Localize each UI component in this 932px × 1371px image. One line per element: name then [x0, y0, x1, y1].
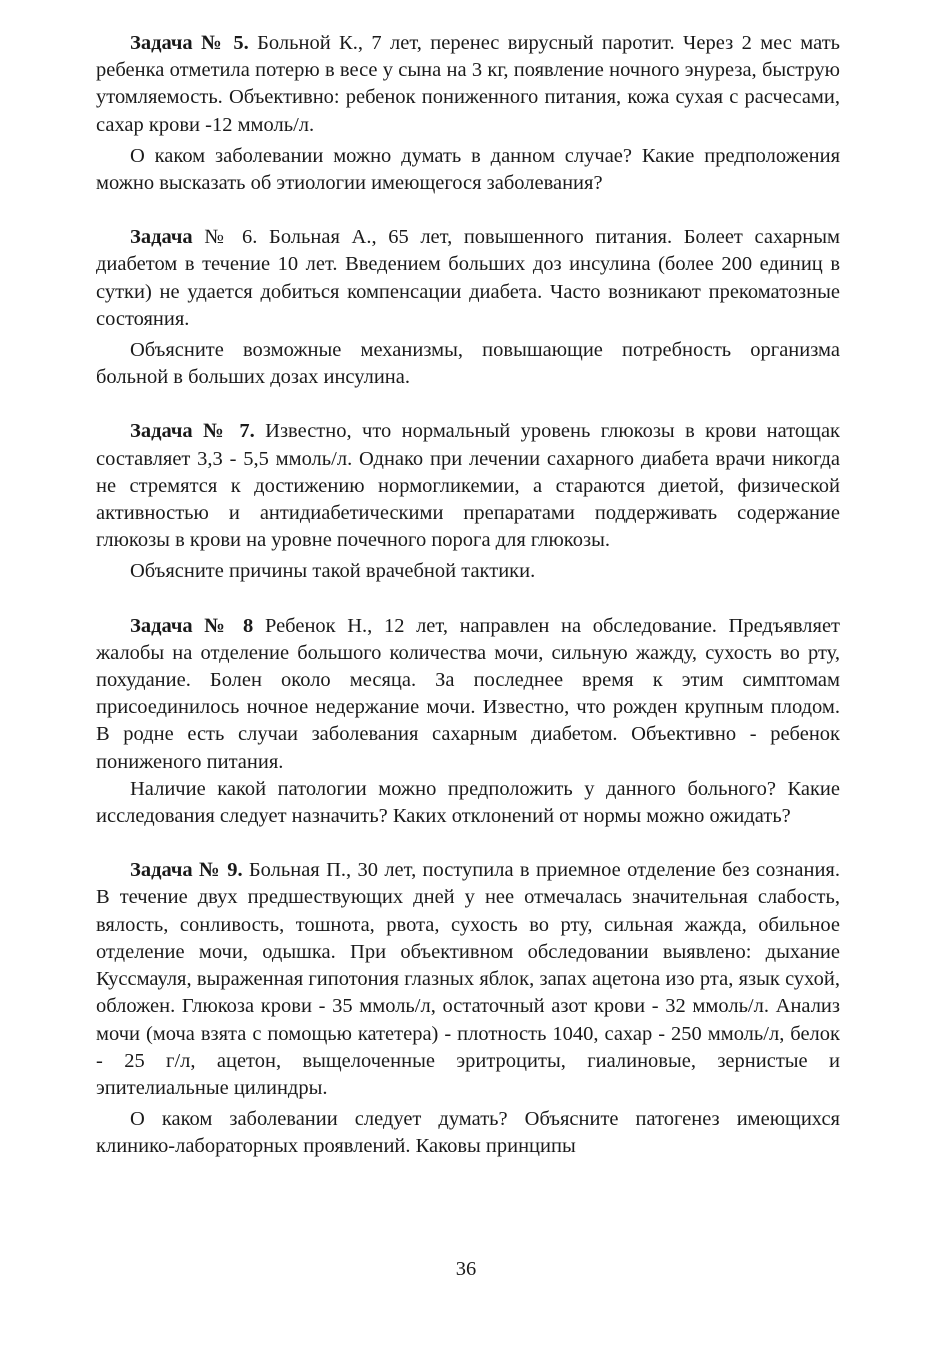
task-7-condition	[96, 418, 840, 554]
task-8-condition	[96, 613, 840, 776]
document-page	[96, 30, 840, 1161]
task-8	[96, 613, 840, 831]
task-6-question: Объясните возможные механизмы, повышающие потребность организма больной в больших дозах инсулина.	[96, 339, 840, 389]
task-7-title: Задача № 7.	[130, 420, 255, 443]
spacer	[96, 586, 840, 613]
task-8-title: Задача № 8	[130, 614, 254, 637]
task-9	[96, 857, 840, 1160]
task-9-condition-text: Больная П., 30 лет, поступила в приемное отделение без сознания. В течение двух предшествующих дней у нее отмечалась значительная слабость, вялость, сонливость, тошнота, рвота, сухость во рту, сильная жажда, обильное отделение мочи, одышка. При объективном обследовании выявлено: дыхание Куссмауля, выраженная гипотония глазных яблок, запах ацетона изо рта, язык сухой, обложен. Глюкоза крови - 35 ммоль/л, остаточный азот крови - 32 ммоль/л. Анализ мочи (моча взята с помощью катетера) - плотность 1040, сахар - 250 ммоль/л, белок - 25 г/л, ацетон, выщелоченные эритроциты, гиалиновые, зернистые и эпителиальные цилиндры.	[96, 859, 840, 1099]
task-5-title: Задача № 5.	[130, 32, 249, 54]
task-7	[96, 418, 840, 585]
task-6-condition-text: Больная А., 65 лет, повышенного питания. Болеет сахарным диабетом в течение 10 лет. Введением больших доз инсулина (более 200 единиц в сутки) не удается добиться компенсации диабета. Часто возникают прекоматозные состояния.	[96, 226, 841, 330]
task-5	[96, 30, 840, 197]
task-9-question: О каком заболевании следует думать? Объясните патогенез имеющихся клинико-лабораторных проявлений. Каковы принципы	[96, 1108, 840, 1158]
task-5-question: О каком заболевании можно думать в данном случае? Какие предположения можно высказать об этиологии имеющегося заболевания?	[96, 144, 840, 195]
task-7-question: Объясните причины такой врачебной тактики.	[130, 560, 536, 583]
task-6-condition	[96, 224, 840, 333]
task-5-condition	[96, 30, 840, 139]
spacer	[96, 830, 840, 857]
task-7-condition-text: Известно, что нормальный уровень глюкозы в крови натощак составляет 3,3 - 5,5 ммоль/л. Однако при лечении сахарного диабета врачи никогда не стремятся к достижению нормогликемии, а стараются диетой, физической активностью и антидиабетическими препаратами поддерживать содержание глюкозы в крови на уровне почечного порога для глюкозы.	[96, 420, 841, 552]
task-5-condition-text: Больной К., 7 лет, перенес вирусный паротит. Через 2 мес мать ребенка отметила потерю в весе у сына на 3 кг, появление ночного энуреза, быструю утомляемость. Объективно: ребенок пониженного питания, кожа сухая с расчесами, сахар крови -12 ммоль/л.	[96, 32, 841, 136]
task-6	[96, 224, 840, 391]
task-9-condition	[96, 857, 840, 1102]
task-6-title-number: № 6.	[204, 226, 258, 249]
spacer	[96, 197, 840, 224]
task-9-title: Задача № 9.	[130, 859, 243, 882]
task-8-condition-text: Ребенок Н., 12 лет, направлен на обследование. Предъявляет жалобы на отделение большого количества мочи, сильную жажду, сухость во рту, похудание. Болен около месяца. За последнее время к этим симптомам присоединилось ночное недержание мочи. Известно, что рожден крупным плодом. В родне есть случаи заболевания сахарным диабетом. Объективно - ребенок пониженого питания.	[96, 614, 841, 773]
spacer	[96, 391, 840, 418]
task-6-title: Задача	[130, 226, 193, 249]
task-8-question: Наличие какой патологии можно предположить у данного больного? Какие исследования следует назначить? Каких отклонений от нормы можно ожидать?	[96, 777, 840, 828]
page-number: 36	[455, 1258, 477, 1280]
